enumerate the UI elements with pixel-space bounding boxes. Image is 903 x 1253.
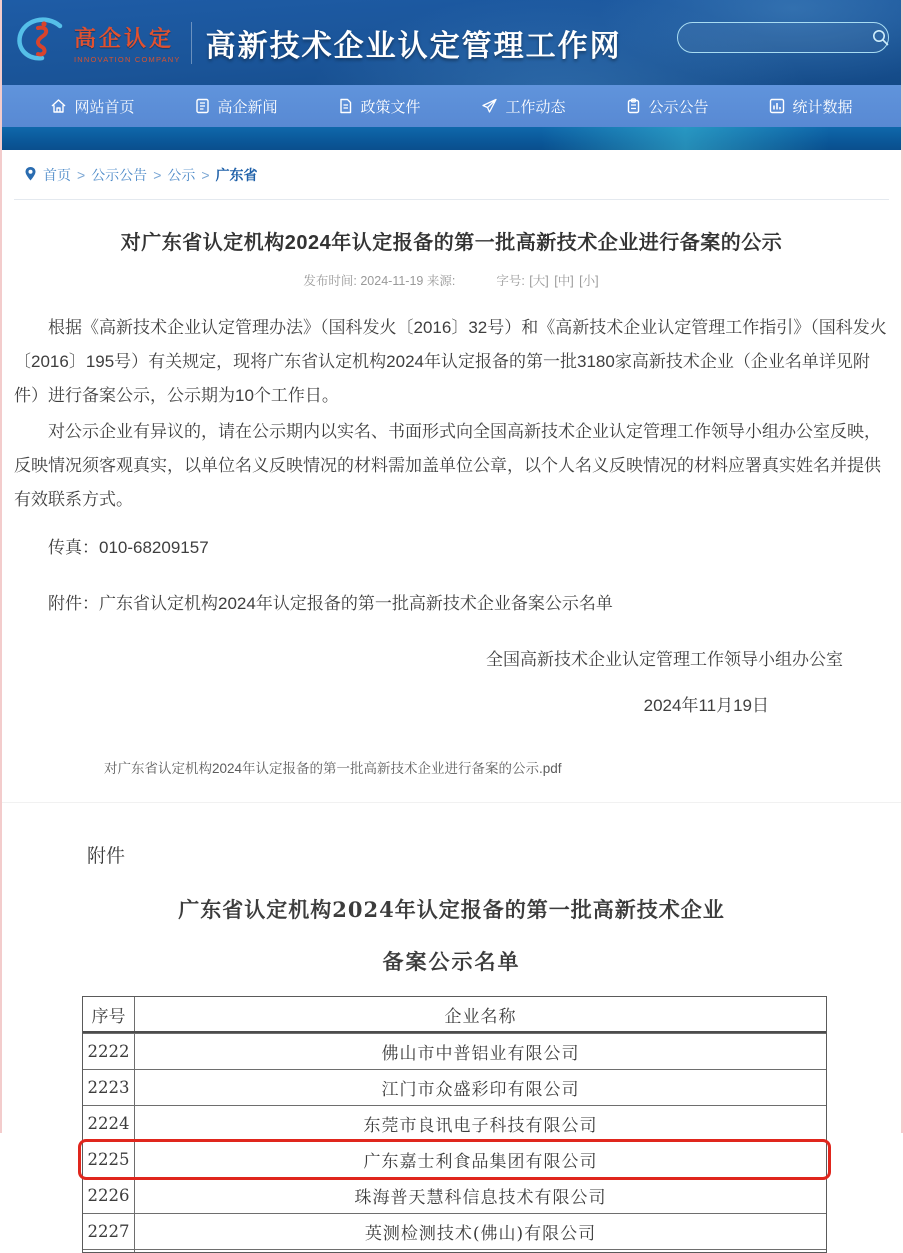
attachment-label: 附件 [87,845,126,867]
breadcrumb-announcements[interactable]: 公示公告 [91,167,148,183]
site-logo[interactable] [16,16,181,69]
nav-label: 网站首页 [74,98,135,116]
main-nav [2,85,901,127]
fontsize-large-button[interactable]: [大] [529,274,549,288]
search-icon[interactable] [872,29,889,46]
home-icon [50,98,67,114]
search-input[interactable] [678,30,872,45]
nav-item-policy[interactable] [338,96,420,117]
nav-item-statistics[interactable] [769,96,852,117]
table-row [83,1177,826,1213]
fontsize-label: 字号: [496,274,525,288]
table-row [83,1033,826,1069]
article-bottom-divider [2,777,901,803]
nav-label: 统计数据 [792,98,853,116]
search-box[interactable] [677,22,889,53]
signature-date: 2024年11月19日 [643,696,769,715]
company-name: 东莞市良讯电子科技有限公司 [363,1116,598,1136]
table-row [83,1213,826,1249]
fax-line: 传真：010-68209157 [48,538,209,557]
nav-item-news[interactable] [195,96,277,117]
company-name: 英测检测技术(佛山)有限公司 [364,1224,597,1244]
nav-label: 公示公告 [648,98,709,116]
policy-doc-icon [338,98,353,114]
scanned-attachment [2,803,901,1253]
serial-number: 2222 [83,1034,135,1069]
site-title: 高新技术企业认定管理工作网 [205,29,622,63]
source-label: 来源: [426,274,456,288]
serial-number: 2224 [83,1106,135,1141]
breadcrumb-home[interactable]: 首页 [43,167,71,183]
fontsize-small-button[interactable]: [小] [579,274,599,288]
nav-label: 高企新闻 [217,98,278,116]
serial-number: 2223 [83,1070,135,1105]
article-container [2,150,901,803]
attachment-title-line2: 备案公示名单 [382,949,521,974]
publish-time-label: 发布时间: [303,274,357,288]
page [2,0,901,1244]
news-icon [195,98,210,114]
table-row [83,1069,826,1105]
nav-label: 工作动态 [505,98,566,116]
attachment-title-line1: 广东省认定机构2024年认定报备的第一批高新技术企业 [178,897,725,922]
table-header-row [83,997,826,1033]
nav-item-home[interactable] [50,96,134,117]
article-meta [14,271,889,289]
breadcrumb-current-guangdong: 广东省 [215,167,258,183]
bar-chart-icon [769,98,785,114]
article-paragraph-1: 根据《高新技术企业认定管理办法》（国科发火〔2016〕32号）和《高新技术企业认定管理工作指引》（国科发火〔2016〕195号）有关规定，现将广东省认定机构2024年认定报备的第一批3180家高新技术企业（企业名单详见附件）进行备案公示，公示期为10个工作日。 [14,318,887,405]
logo-text-block [74,22,181,64]
article-title: 对广东省认定机构2024年认定报备的第一批高新技术企业进行备案的公示 [120,232,783,254]
serial-number: 2227 [83,1214,135,1249]
logo-swoosh-icon [16,16,68,69]
company-name: 珠海普天慧科信息技术有限公司 [354,1188,607,1208]
banner-divider [191,22,192,64]
pdf-attachment-link[interactable]: 对广东省认定机构2024年认定报备的第一批高新技术企业进行备案的公示.pdf [104,761,562,776]
company-name: 江门市众盛彩印有限公司 [381,1080,580,1100]
logo-title: 高企认定 [74,25,175,51]
company-table [82,996,827,1253]
signature-office: 全国高新技术企业认定管理工作领导小组办公室 [486,650,843,669]
company-name: 佛山市中普铝业有限公司 [381,1044,580,1064]
breadcrumb-divider [14,199,889,200]
nav-label: 政策文件 [360,98,421,116]
header-serial-number: 序号 [83,997,135,1031]
fontsize-medium-button[interactable]: [中] [554,274,574,288]
breadcrumb-separator: > [153,167,162,183]
serial-number: 2226 [83,1178,135,1213]
attachment-line: 附件：广东省认定机构2024年认定报备的第一批高新技术企业备案公示名单 [48,594,613,613]
breadcrumb-separator: > [77,167,86,183]
table-row-highlighted [83,1141,826,1177]
company-name: 广东嘉士利食品集团有限公司 [363,1152,598,1172]
article-body [14,311,889,723]
clipboard-icon [626,98,641,114]
logo-subtitle: INNOVATION COMPANY [74,54,181,64]
breadcrumb [14,150,889,195]
ocean-banner-strip [2,127,901,150]
map-pin-icon [24,166,37,185]
breadcrumb-separator: > [201,167,210,183]
publish-date: 2024-11-19 [360,274,424,288]
article-paragraph-2: 对公示企业有异议的，请在公示期内以实名、书面形式向全国高新技术企业认定管理工作领导小组办公室反映，反映情况须客观真实，以单位名义反映情况的材料需加盖单位公章，以个人名义反映情况的材料应署真实姓名并提供有效联系方式。 [14,422,881,509]
table-row-partial [83,1249,826,1252]
nav-item-work[interactable] [481,96,565,117]
site-header [2,0,901,85]
paper-plane-icon [481,98,498,114]
serial-number: 2225 [83,1142,135,1177]
table-row [83,1105,826,1141]
header-company-name: 企业名称 [444,1006,517,1027]
nav-item-announcements[interactable] [626,96,708,117]
breadcrumb-publicity[interactable]: 公示 [167,167,196,183]
